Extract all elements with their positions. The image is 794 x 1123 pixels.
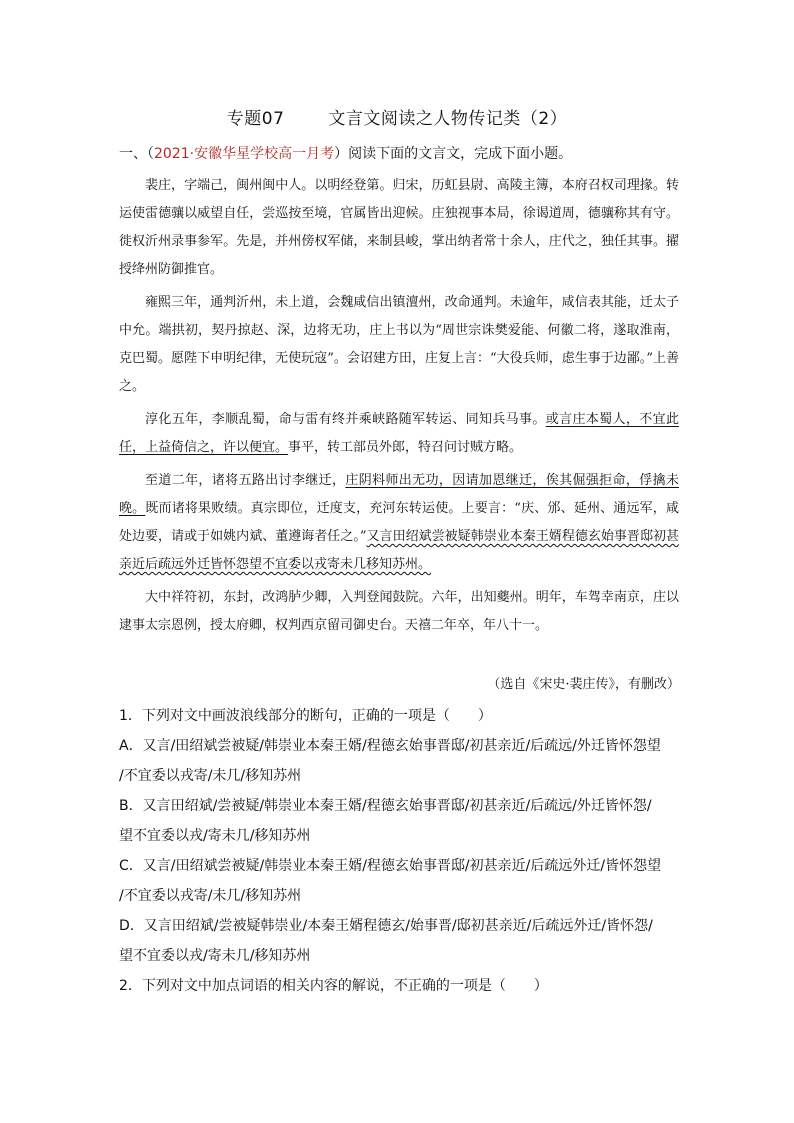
passage-text: 事平，转工部员外郎，特召问讨贼方略。 (288, 440, 523, 455)
section-heading (119, 143, 719, 163)
option-d-line-1: D．又言田绍斌/尝被疑韩崇业/本秦王婿程德玄/始事晋/邸初甚亲近/后疏远外迁/皆怀怨/ (119, 918, 653, 934)
question-list (119, 701, 684, 1001)
passage-text: 淳化五年，李顺乱蜀，命与雷有终并乘峡路随军转运、同知兵马事。 (145, 412, 546, 427)
underlined-sentence: 庄阴料师出无功，因请加恩继迁，俟其倔强拒命，俘擒未晚。 (119, 473, 679, 516)
underlined-sentence: 或言庄本蜀人，不宜此任，上益倚信之，许以便宜。 (119, 412, 679, 455)
option-b-line-2: 望不宜委以戎/寄未几/移知苏州 (119, 828, 311, 844)
passage-paragraph-4 (119, 467, 679, 579)
source-citation: （选自《宋史·裴庄传》，有删改） (487, 677, 680, 692)
passage-paragraph-2: 雍熙三年，通判沂州，未上道，会魏咸信出镇澶州，改命通判。未逾年，咸信表其能，迁太子中允。端拱初，契丹掠赵、深，边将无功，庄上书以为“周世宗诛樊爱能、何徽二将，遂取淮南，克巴蜀。愿陛下申明纪律，无使玩寇”。会诏建方田，庄复上言：“大役兵师，虑生事于边鄙。”上善之。 (119, 295, 679, 394)
option-c-line-1: C．又言/田绍斌尝被疑/韩崇业本秦王婿/程德玄始事晋邸/初甚亲近/后疏远外迁/皆怀怨望 (119, 858, 662, 874)
page-title (0, 104, 794, 129)
passage-text: 既而诸将果败绩。真宗即位，迁度支，充河东转运使。上要言：“庆、邠、延州、通远军，咸处边要，请或于如姚内斌、董遵诲者任之。” (119, 501, 679, 544)
option-d-line-2: 望不宜委以戎/寄未几/移知苏州 (119, 948, 311, 964)
title-subject: 文言文阅读之人物传记类（2） (328, 109, 568, 129)
option-a-line-1: A．又言/田绍斌尝被疑/韩崇业本秦王婿/程德玄始事晋邸/初甚亲近/后疏远/外迁皆怀怨望 (119, 738, 661, 754)
section-instruction: ）阅读下面的文言文，完成下面小题。 (334, 146, 573, 162)
classical-passage (119, 172, 679, 645)
title-topic: 专题07 (226, 109, 285, 129)
wavy-underlined-sentence: 又言田绍斌尝被疑韩崇业本秦王婿程德玄始事晋邸初甚亲近后疏远外迁皆怀怨望不宜委以戎寄未几移知苏州。 (119, 529, 679, 572)
option-a-line-2: /不宜委以戎寄/未几/移知苏州 (119, 768, 302, 784)
section-prefix: 一、（ (119, 146, 154, 162)
option-b-line-1: B．又言田绍斌/尝被疑/韩崇业本秦王婿/程德玄始事晋邸/初甚亲近/后疏远/外迁皆怀怨/ (119, 798, 652, 814)
option-c-line-2: /不宜委以戎寄/未几/移知苏州 (119, 888, 302, 904)
question-2: 2．下列对文中加点词语的相关内容的解说，不正确的一项是（ ） (119, 978, 548, 994)
passage-paragraph-3 (119, 406, 679, 462)
source-label: 2021·安徽华星学校高一月考 (154, 146, 335, 162)
question-1: 1．下列对文中画波浪线部分的断句，正确的一项是（ ） (119, 708, 492, 724)
passage-paragraph-1: 裴庄，字端己，闽州闽中人。以明经登第。归宋，历虹县尉、高陵主簿，本府召权司理掾。转运使雷德骧以威望自任，尝巡按至境，官属皆出迎候。庄独视事本局，徐谒道周，德骧称其有守。徙权沂州录事参军。先是，并州傍权军储，来制县峻，掌出纳者常十余人，庄代之，独任其事。擢授绛州防御推官。 (119, 178, 679, 277)
passage-text: 至道二年，诸将五路出讨李继迁， (145, 473, 346, 488)
passage-paragraph-5: 大中祥符初，东封，改鸿胪少卿，入判登闻鼓院。六年，出知夔州。明年，车驾幸南京，庄以逮事太宗恩例，授太府卿，权判西京留司御史台。天禧二年卒，年八十一。 (119, 590, 679, 633)
